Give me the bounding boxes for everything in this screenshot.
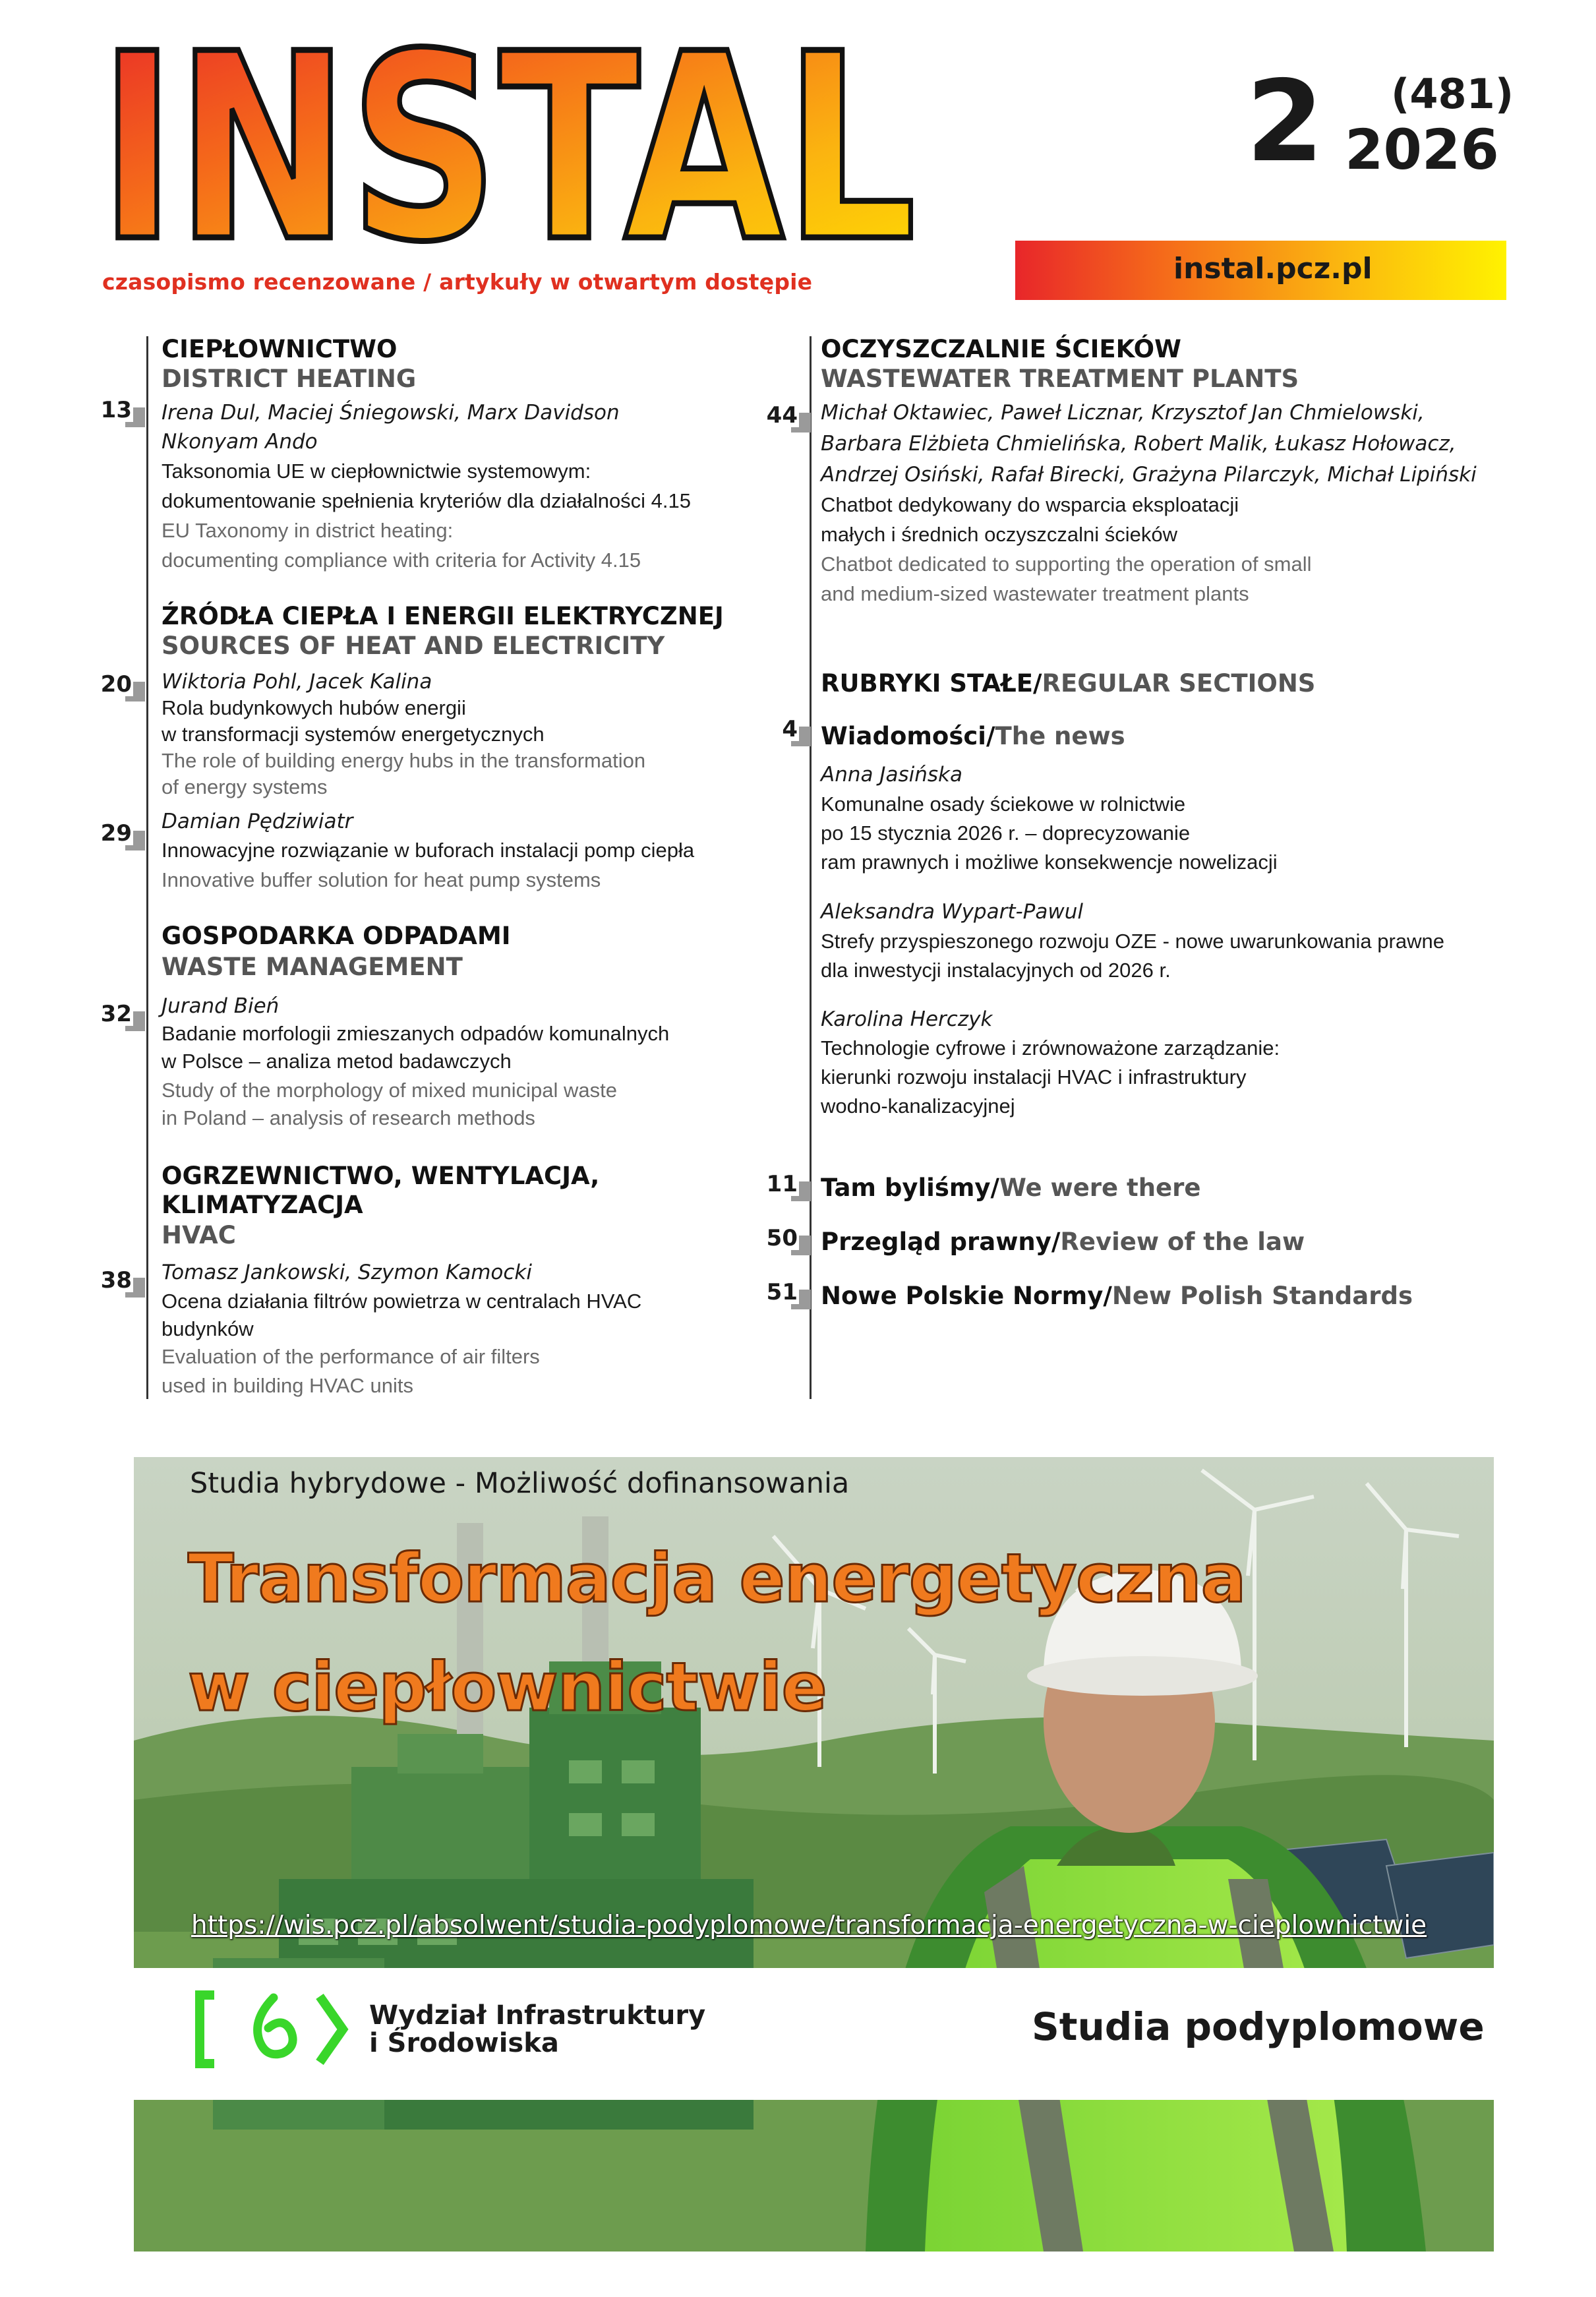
issue-sequence: (481) xyxy=(1391,70,1514,118)
article-title-pl[interactable]: w transformacji systemów energetycznych xyxy=(162,723,545,746)
article-title-pl[interactable]: małych i średnich oczyszczalni ścieków xyxy=(821,523,1177,546)
banner-subtitle: Studia hybrydowe - Możliwość dofinansowania xyxy=(190,1467,850,1500)
article-title-en: The role of building energy hubs in the transformation xyxy=(162,749,646,772)
article-authors: Irena Dul, Maciej Śniegowski, Marx Davidson xyxy=(162,401,620,425)
section-title-en: WASTEWATER TREATMENT PLANTS xyxy=(821,365,1299,393)
article-title-pl[interactable]: Chatbot dedykowany do wsparcia eksploatacji xyxy=(821,493,1239,516)
article-title-en: Evaluation of the performance of air filters xyxy=(162,1345,540,1368)
news-author: Anna Jasińska xyxy=(821,763,963,787)
page-ref[interactable]: 11 xyxy=(758,1172,811,1199)
article-title-en: and medium-sized wastewater treatment plants xyxy=(821,582,1249,605)
article-authors: Michał Oktawiec, Paweł Licznar, Krzysztof Jan Chmielowski, xyxy=(821,401,1425,425)
article-title-pl[interactable]: budynków xyxy=(162,1317,254,1340)
news-title[interactable]: Strefy przyspieszonego rozwoju OZE - nowe uwarunkowania prawne xyxy=(821,930,1444,953)
we-were-there-link[interactable]: Tam byliśmy/We were there xyxy=(821,1174,1201,1202)
regular-sections-heading: RUBRYKI STAŁE/REGULAR SECTIONS xyxy=(821,669,1316,698)
section-title-pl: GOSPODARKA ODPADAMI xyxy=(162,922,511,950)
article-title-pl[interactable]: Badanie morfologii zmieszanych odpadów komunalnych xyxy=(162,1022,670,1045)
section-title-pl: KLIMATYZACJA xyxy=(162,1191,363,1219)
left-column-rule xyxy=(146,336,148,1399)
news-title[interactable]: ram prawnych i możliwe konsekwencje nowelizacji xyxy=(821,850,1278,874)
article-title-en: Study of the morphology of mixed municipal waste xyxy=(162,1079,617,1102)
page-ref[interactable]: 50 xyxy=(758,1226,811,1253)
section-title-en: WASTE MANAGEMENT xyxy=(162,953,463,981)
article-title-pl[interactable]: dokumentowanie spełnienia kryteriów dla działalności 4.15 xyxy=(162,489,692,512)
news-title[interactable]: kierunki rozwoju instalacji HVAC i infrastruktury xyxy=(821,1065,1247,1089)
article-authors: Jurand Bień xyxy=(162,994,280,1018)
news-title[interactable]: dla inwestycji instalacyjnych od 2026 r. xyxy=(821,959,1171,982)
article-title-en: used in building HVAC units xyxy=(162,1374,413,1397)
tagline: czasopismo recenzowane / artykuły w otwartym dostępie xyxy=(102,269,813,295)
section-title-pl: OCZYSZCZALNIE ŚCIEKÓW xyxy=(821,335,1181,363)
program-link[interactable]: https://wis.pcz.pl/absolwent/studia-podyplomowe/transformacja-energetyczna-w-cieplownictwie xyxy=(191,1911,1427,1940)
news-section-link[interactable]: Wiadomości/The news xyxy=(821,722,1125,750)
banner-title-line2: w ciepłownictwie xyxy=(188,1648,827,1727)
page-ref[interactable]: 13 xyxy=(92,398,145,425)
article-title-pl[interactable]: Taksonomia UE w ciepłownictwie systemowym: xyxy=(162,460,591,483)
faculty-name: Wydział Infrastruktury i Środowiska xyxy=(369,2000,706,2058)
news-author: Karolina Herczyk xyxy=(821,1007,993,1031)
postgraduate-studies-label: Studia podyplomowe xyxy=(1032,2004,1485,2049)
article-title-en: Chatbot dedicated to supporting the operation of small xyxy=(821,552,1312,576)
section-title-pl: CIEPŁOWNICTWO xyxy=(162,335,398,363)
polish-standards-link[interactable]: Nowe Polskie Normy/New Polish Standards xyxy=(821,1282,1413,1310)
section-title-en: SOURCES OF HEAT AND ELECTRICITY xyxy=(162,632,665,660)
article-title-en: EU Taxonomy in district heating: xyxy=(162,519,454,542)
journal-url-link[interactable]: instal.pcz.pl xyxy=(1173,252,1373,285)
section-title-pl: ŹRÓDŁA CIEPŁA I ENERGII ELEKTRYCZNEJ xyxy=(162,602,724,630)
page-ref[interactable]: 51 xyxy=(758,1280,811,1307)
article-authors: Damian Pędziwiatr xyxy=(162,810,353,833)
banner-title-line1: Transformacja energetyczna xyxy=(188,1539,1246,1618)
article-authors: Andrzej Osiński, Rafał Birecki, Grażyna Pilarczyk, Michał Lipiński xyxy=(821,463,1477,487)
issue-year: 2026 xyxy=(1345,117,1499,182)
news-title[interactable]: Komunalne osady ściekowe w rolnictwie xyxy=(821,792,1186,816)
page-ref[interactable]: 29 xyxy=(92,821,145,848)
page-ref[interactable]: 20 xyxy=(92,672,145,699)
article-authors: Nkonyam Ando xyxy=(162,430,318,454)
article-authors: Barbara Elżbieta Chmielińska, Robert Malik, Łukasz Hołowacz, xyxy=(821,432,1456,456)
article-authors: Tomasz Jankowski, Szymon Kamocki xyxy=(162,1261,532,1284)
article-title-pl[interactable]: w Polsce – analiza metod badawczych xyxy=(162,1050,512,1073)
review-of-law-link[interactable]: Przegląd prawny/Review of the law xyxy=(821,1228,1305,1256)
section-title-en: DISTRICT HEATING xyxy=(162,365,417,393)
article-title-en: of energy systems xyxy=(162,775,328,798)
news-title[interactable]: wodno-kanalizacyjnej xyxy=(821,1094,1015,1118)
issue-number: 2 xyxy=(1246,57,1324,187)
page-ref[interactable]: 4 xyxy=(758,717,811,744)
article-title-pl[interactable]: Ocena działania filtrów powietrza w centralach HVAC xyxy=(162,1290,642,1313)
article-title-en: documenting compliance with criteria for Activity 4.15 xyxy=(162,549,641,572)
page-ref[interactable]: 44 xyxy=(758,403,811,430)
page-ref[interactable]: 38 xyxy=(92,1268,145,1295)
section-title-pl: OGRZEWNICTWO, WENTYLACJA, xyxy=(162,1162,600,1190)
article-title-pl[interactable]: Innowacyjne rozwiązanie w buforach instalacji pomp ciepła xyxy=(162,839,695,862)
article-title-en: Innovative buffer solution for heat pump systems xyxy=(162,868,601,891)
article-title-en: in Poland – analysis of research methods xyxy=(162,1106,535,1129)
news-title[interactable]: po 15 stycznia 2026 r. – doprecyzowanie xyxy=(821,821,1191,845)
news-title[interactable]: Technologie cyfrowe i zrównoważone zarządzanie: xyxy=(821,1036,1280,1059)
article-authors: Wiktoria Pohl, Jacek Kalina xyxy=(162,670,432,694)
section-title-en: HVAC xyxy=(162,1221,236,1249)
logo-text: INSTAL xyxy=(99,26,916,251)
page-ref[interactable]: 32 xyxy=(92,1002,145,1029)
news-author: Aleksandra Wypart-Pawul xyxy=(821,900,1083,924)
faculty-logo-icon xyxy=(194,1990,353,2069)
article-title-pl[interactable]: Rola budynkowych hubów energii xyxy=(162,696,466,719)
instal-logo xyxy=(99,26,923,251)
